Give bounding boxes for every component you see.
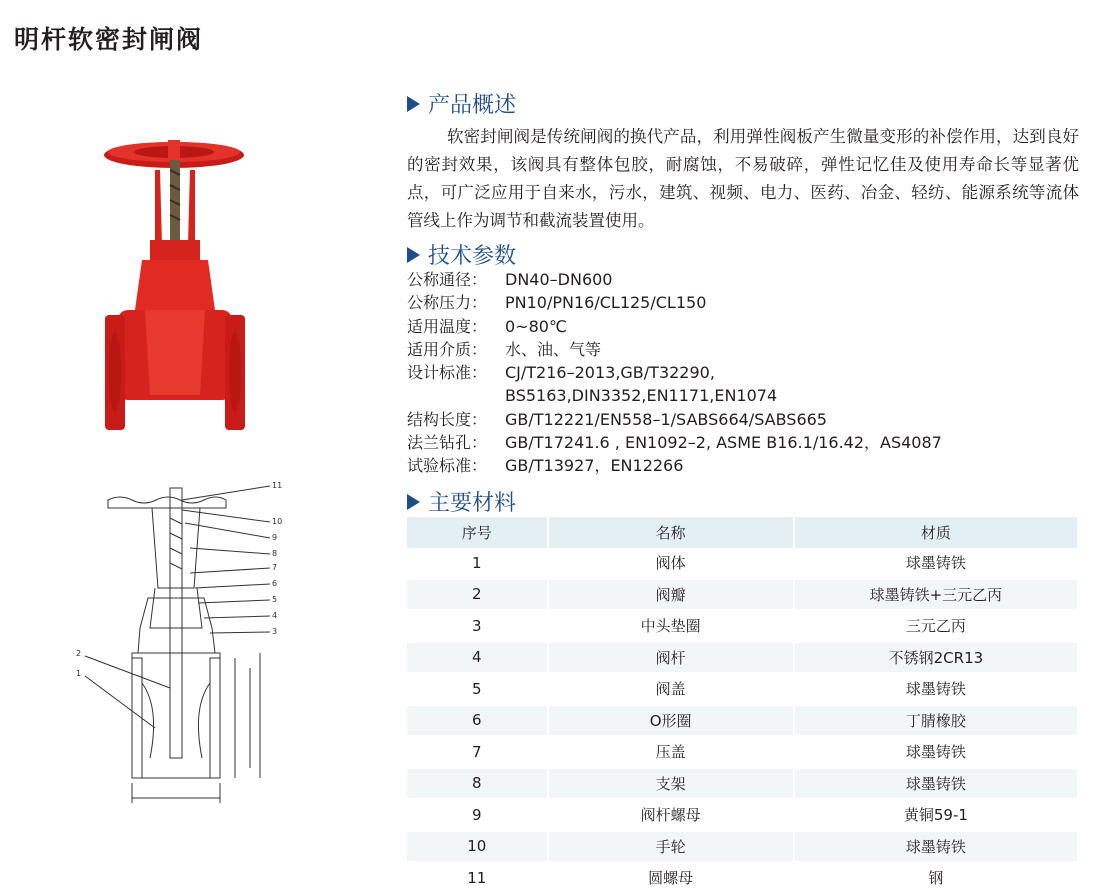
table-row bbox=[407, 831, 1078, 863]
materials-table bbox=[407, 517, 1079, 895]
param-value: GB/T13927，EN12266 bbox=[505, 456, 684, 476]
overview-text: 软密封闸阀是传统闸阀的换代产品，利用弹性阀板产生微量变形的补偿作用，达到良好的密封效果，该阀具有整体包胶，耐腐蚀，不易破碎，弹性记忆佳及使用寿命长等显著优点，可广泛应用于自来水，污水，建筑、视频、电力、医药、冶金、轻纺、能源系统等流体管线上作为调节和截流装置使用。 bbox=[407, 127, 1079, 230]
table-cell: O形圈 bbox=[548, 705, 794, 737]
param-label: 适用温度： bbox=[407, 316, 488, 336]
table-cell: 8 bbox=[407, 768, 548, 800]
table-row bbox=[407, 862, 1078, 894]
callout-7: 7 bbox=[272, 563, 278, 572]
table-row bbox=[407, 705, 1078, 737]
table-row bbox=[407, 642, 1078, 674]
table-cell: 球墨铸铁+三元乙丙 bbox=[794, 579, 1078, 611]
callout-3: 3 bbox=[272, 627, 278, 636]
table-row bbox=[407, 548, 1078, 579]
column-header: 材质 bbox=[794, 517, 1078, 548]
callout-6: 6 bbox=[272, 579, 278, 588]
tech-heading bbox=[407, 239, 516, 270]
param-row bbox=[407, 268, 942, 291]
table-cell: 5 bbox=[407, 673, 548, 705]
param-label: 公称压力： bbox=[407, 293, 488, 313]
callout-10: 10 bbox=[272, 517, 283, 526]
table-cell: 4 bbox=[407, 642, 548, 674]
param-label: 公称通径： bbox=[407, 270, 488, 289]
table-row bbox=[407, 610, 1078, 642]
param-row bbox=[407, 408, 942, 431]
param-label: 结构长度： bbox=[407, 409, 488, 429]
param-value: 水、油、气等 bbox=[505, 339, 602, 359]
param-label bbox=[407, 384, 505, 407]
table-cell: 球墨铸铁 bbox=[794, 673, 1078, 705]
param-row bbox=[407, 338, 942, 361]
table-cell: 手轮 bbox=[548, 831, 794, 863]
table-cell: 球墨铸铁 bbox=[794, 768, 1078, 800]
param-value: 0~80℃ bbox=[505, 316, 567, 336]
triangle-bullet-icon bbox=[407, 494, 420, 510]
table-cell: 球墨铸铁 bbox=[794, 736, 1078, 768]
table-row bbox=[407, 799, 1078, 831]
callout-8: 8 bbox=[272, 549, 278, 558]
callout-2: 2 bbox=[76, 649, 82, 658]
triangle-bullet-icon bbox=[407, 247, 420, 263]
table-cell: 黄铜59-1 bbox=[794, 799, 1078, 831]
valve-photo-icon bbox=[100, 130, 260, 435]
overview-heading bbox=[407, 88, 516, 119]
table-cell: 球墨铸铁 bbox=[794, 831, 1078, 863]
param-label: 适用介质： bbox=[407, 339, 488, 359]
param-value: GB/T17241.6 , EN1092–2, ASME B16.1/16.42，AS4087 bbox=[505, 433, 942, 453]
callout-11: 11 bbox=[272, 481, 283, 490]
param-row bbox=[407, 315, 942, 338]
table-cell: 中头垫圈 bbox=[548, 610, 794, 642]
table-cell: 不锈钢2CR13 bbox=[794, 642, 1078, 674]
table-cell: 压盖 bbox=[548, 736, 794, 768]
callout-5: 5 bbox=[272, 595, 278, 604]
callout-1: 1 bbox=[76, 669, 82, 678]
param-row bbox=[407, 291, 942, 314]
table-cell: 球墨铸铁 bbox=[794, 548, 1078, 579]
table-cell: 10 bbox=[407, 831, 548, 863]
table-row bbox=[407, 579, 1078, 611]
table-cell: 丁腈橡胶 bbox=[794, 705, 1078, 737]
callout-4: 4 bbox=[272, 611, 278, 620]
table-cell: 1 bbox=[407, 548, 548, 579]
table-cell: 9 bbox=[407, 799, 548, 831]
param-value: PN10/PN16/CL125/CL150 bbox=[505, 293, 707, 313]
param-row bbox=[407, 454, 942, 477]
param-label: 试验标准： bbox=[407, 456, 488, 476]
param-label: 设计标准： bbox=[407, 363, 488, 383]
overview-heading-text: 产品概述 bbox=[428, 93, 517, 118]
page-title: 明杆软密封闸阀 bbox=[14, 25, 204, 54]
param-value: GB/T12221/EN558–1/SABS664/SABS665 bbox=[505, 409, 827, 429]
param-value: CJ/T216–2013,GB/T32290, bbox=[505, 363, 715, 383]
table-cell: 阀杆螺母 bbox=[548, 799, 794, 831]
table-cell: 2 bbox=[407, 579, 548, 611]
table-cell: 6 bbox=[407, 705, 548, 737]
table-cell: 阀体 bbox=[548, 548, 794, 579]
tech-params-list bbox=[407, 268, 942, 478]
table-header-row bbox=[407, 517, 1078, 548]
param-value: DN40–DN600 bbox=[505, 270, 613, 289]
table-cell: 三元乙丙 bbox=[794, 610, 1078, 642]
table-cell: 7 bbox=[407, 736, 548, 768]
materials-heading-text: 主要材料 bbox=[428, 491, 517, 516]
triangle-bullet-icon bbox=[407, 96, 420, 112]
materials-heading bbox=[407, 486, 516, 517]
param-row bbox=[407, 361, 942, 384]
table-cell: 阀杆 bbox=[548, 642, 794, 674]
table-cell: 3 bbox=[407, 610, 548, 642]
table-cell: 钢 bbox=[794, 862, 1078, 894]
table-row bbox=[407, 673, 1078, 705]
callout-9: 9 bbox=[272, 533, 278, 542]
table-row bbox=[407, 736, 1078, 768]
table-cell: 阀瓣 bbox=[548, 579, 794, 611]
valve-section-drawing-icon bbox=[70, 478, 290, 818]
table-cell: 阀盖 bbox=[548, 673, 794, 705]
param-value: BS5163,DIN3352,EN1171,EN1074 bbox=[505, 386, 778, 406]
table-cell: 圆螺母 bbox=[548, 862, 794, 894]
table-cell: 11 bbox=[407, 862, 548, 894]
param-row bbox=[407, 431, 942, 454]
param-label: 法兰钻孔： bbox=[407, 433, 488, 453]
table-cell: 支架 bbox=[548, 768, 794, 800]
table-row bbox=[407, 768, 1078, 800]
column-header: 序号 bbox=[407, 517, 548, 548]
tech-heading-text: 技术参数 bbox=[428, 244, 517, 269]
param-row bbox=[407, 384, 942, 407]
column-header: 名称 bbox=[548, 517, 794, 548]
